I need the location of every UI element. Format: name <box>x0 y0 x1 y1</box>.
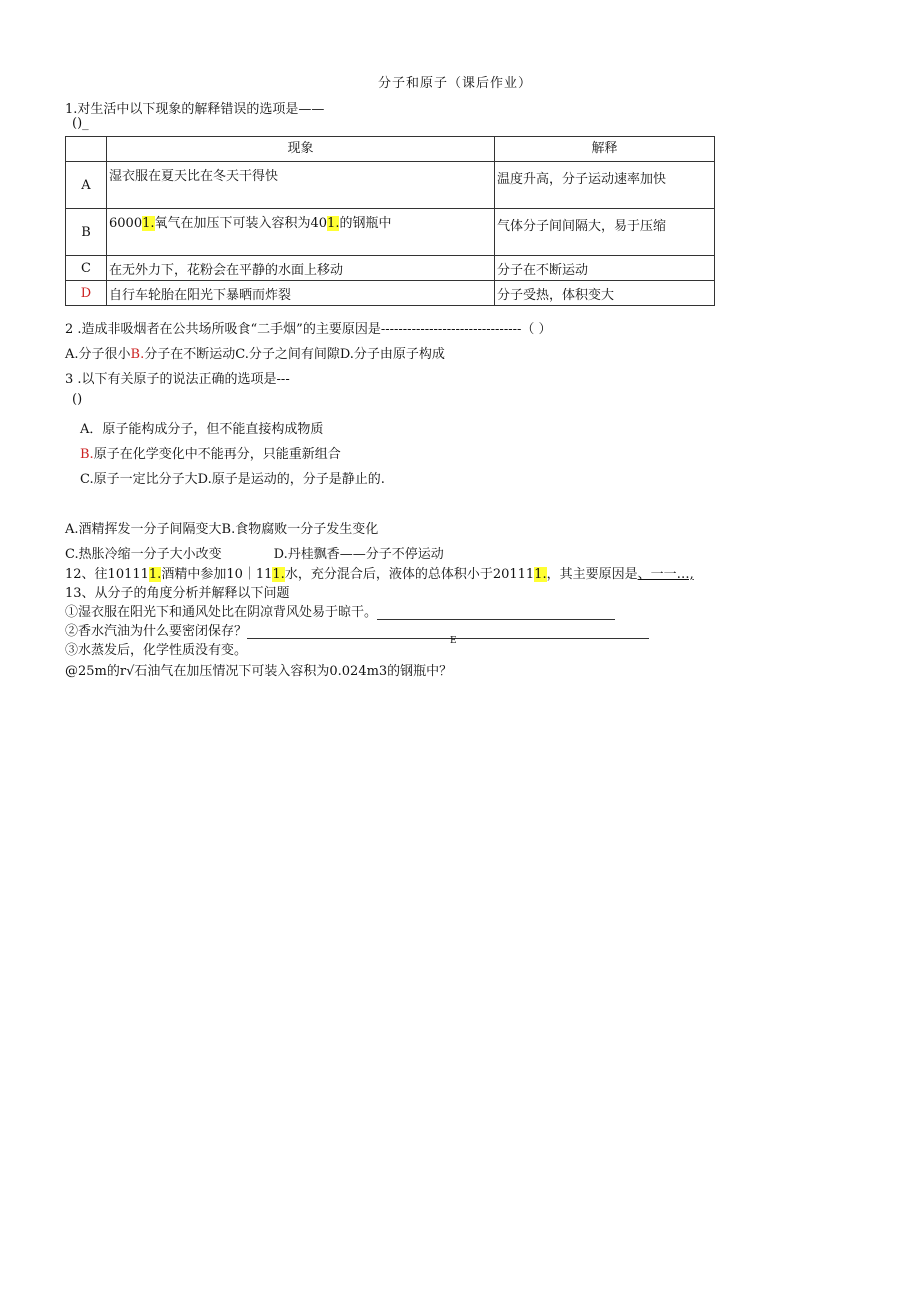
highlight-mark: 1. <box>148 567 162 582</box>
answer-line <box>377 605 615 620</box>
q13-item-2-text: ②香水汽油为什么要密闭保存？ <box>65 624 248 639</box>
row-phenomenon-text <box>109 209 492 231</box>
highlight-mark: 1. <box>534 567 547 582</box>
highlight-mark: 1. <box>327 216 340 231</box>
q13-stem: 13、从分子的角度分析并解释以下问题 <box>65 586 290 601</box>
row-phenomenon <box>107 162 495 209</box>
q2-option-a: A.分子很小 <box>65 347 131 362</box>
highlight-mark: 1. <box>272 567 285 582</box>
table-row <box>66 256 715 281</box>
q2-options <box>65 343 445 362</box>
row-explanation-text: 分子在不断运动 <box>497 263 589 278</box>
q13-item-1 <box>65 601 615 620</box>
phen-part: 的钢瓶中 <box>339 216 392 231</box>
highlight-mark: 1. <box>142 216 155 231</box>
row-phenomenon <box>107 281 495 306</box>
table-row <box>66 162 715 209</box>
row-label: A <box>66 162 107 209</box>
q4-option-d: D.丹桂飘香——分子不停运动 <box>273 547 444 562</box>
row-label: C <box>66 256 107 281</box>
row-label: D <box>66 281 107 306</box>
q12-part: 酒精中参加10｜11 <box>161 567 273 582</box>
q13-item-1-text: ①湿衣服在阳光下和通风处比在阴凉背风处易于晾干。 <box>65 605 378 620</box>
q4-option-c: C.热胀冷缩一分子大小改变 <box>65 547 222 562</box>
q3-stem: 3 .以下有关原子的说法正确的选项是--- <box>65 372 290 387</box>
q3-options-cd: C.原子一定比分子大D.原子是运动的，分子是静止的. <box>80 472 385 487</box>
row-phenomenon-text: 湿衣服在夏天比在冬天干得快 <box>109 169 279 184</box>
q3-option-b-letter: B. <box>80 447 94 462</box>
answer-line <box>247 624 649 639</box>
phen-part: 氧气在加压下可装入容积为40 <box>154 216 328 231</box>
row-label: B <box>66 209 107 256</box>
q12-part: 12、往10111 <box>65 567 149 582</box>
row-phenomenon <box>107 209 495 256</box>
row-explanation <box>495 162 715 209</box>
q3-option-a: A．原子能构成分子，但不能直接构成物质 <box>80 422 324 437</box>
q13-item-2 <box>65 620 649 639</box>
q2-option-b-letter: B. <box>130 347 145 362</box>
row-explanation-text: 气体分子间间隔大，易于压缩 <box>497 219 667 234</box>
q12-part: ，其主要原因是 <box>546 567 638 582</box>
header-phenomenon: 现象 <box>107 137 495 162</box>
row-explanation-text: 分子受热，体积变大 <box>497 288 615 303</box>
q2-options-rest: 分子在不断运动C.分子之间有间隙D.分子由原子构成 <box>144 347 445 362</box>
row-phenomenon-text: 在无外力下，花粉会在平静的水面上移动 <box>109 263 344 278</box>
header-label-cell <box>66 137 107 162</box>
q3-option-b <box>80 443 341 462</box>
table-row <box>66 209 715 256</box>
q3-option-b-text: 原子在化学变化中不能再分，只能重新组合 <box>93 447 341 462</box>
q12-part: 水，充分混合后，液体的总体积小于20111 <box>284 567 535 582</box>
page-title: 分子和原子（课后作业） <box>378 76 533 91</box>
stray-mark: E <box>450 636 457 646</box>
q2-stem: 2 .造成非吸烟者在公共场所吸食“二手烟”的主要原因是--------------------------------（ ） <box>65 322 552 337</box>
header-explanation: 解释 <box>495 137 715 162</box>
table-header-row <box>66 137 715 162</box>
q3-answer-bracket: () <box>72 392 83 407</box>
row-explanation <box>495 256 715 281</box>
q1-stem: 1.对生活中以下现象的解释错误的选项是—— <box>65 102 325 117</box>
row-explanation <box>495 209 715 256</box>
phen-part: 6000 <box>109 216 143 231</box>
table-row <box>66 281 715 306</box>
q12-stem <box>65 563 694 582</box>
q13-item-3: ③水蒸发后，化学性质没有变。 <box>65 643 248 658</box>
q4-options-cd <box>65 543 444 562</box>
q12-answer-blank: 、一一…, <box>637 567 694 582</box>
q13-item-4: @25m的r√石油气在加压情况下可装入容积为0.024m3的钢瓶中？ <box>65 664 453 679</box>
row-phenomenon-text: 自行车轮胎在阳光下暴晒而炸裂 <box>109 288 292 303</box>
row-explanation <box>495 281 715 306</box>
row-phenomenon <box>107 256 495 281</box>
q4-options-ab: A.酒精挥发一分子间隔变大B.食物腐败一分子发生变化 <box>65 522 379 537</box>
q1-table <box>65 136 715 306</box>
q1-answer-bracket: ()_ <box>72 116 89 131</box>
row-explanation-text: 温度升高，分子运动速率加快 <box>497 172 667 187</box>
